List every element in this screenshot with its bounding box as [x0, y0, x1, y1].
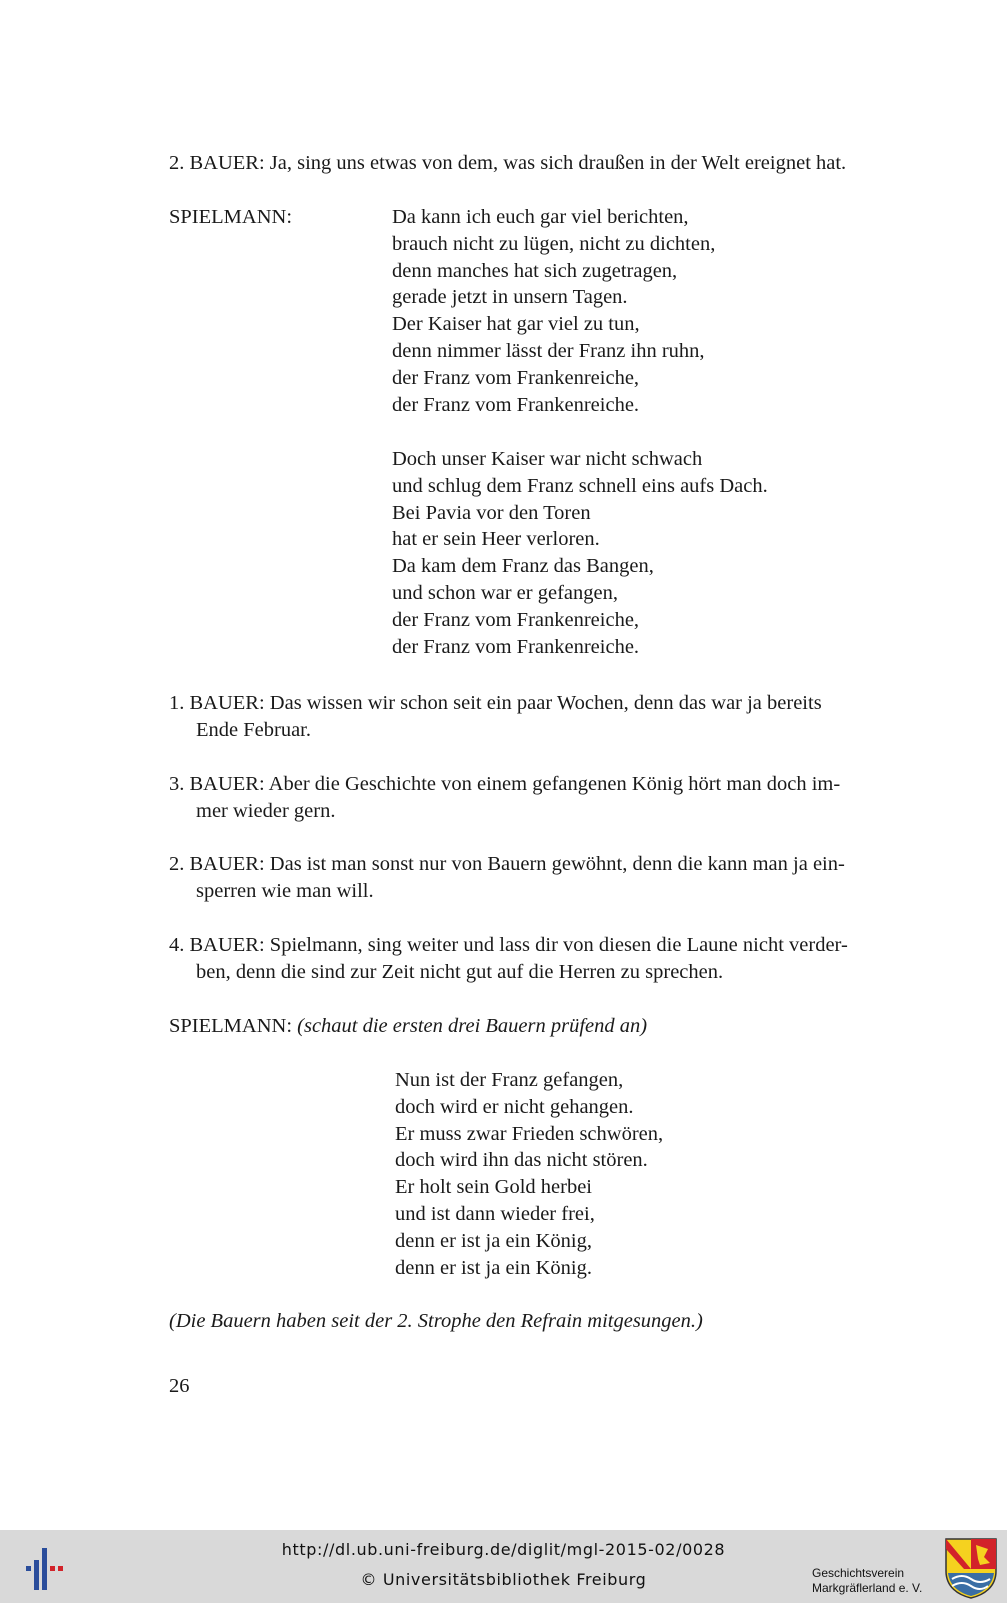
closing-stage-direction: (Die Bauern haben seit der 2. Strophe den Refrain mitgesungen.): [169, 1310, 703, 1332]
dialogue-4-bauer: 4. BAUER: Spielmann, sing weiter und lass dir von diesen die Laune nicht verder- ben, denn die sind zur Zeit nicht gut auf die Herren zu sprechen.: [169, 934, 848, 983]
footer-bar: [0, 1530, 1007, 1603]
verse-line: und schlug dem Franz schnell eins aufs Dach.: [392, 474, 768, 497]
verse-line: doch wird er nicht gehangen.: [395, 1095, 634, 1118]
verse-line: und schon war er gefangen,: [392, 581, 618, 604]
verse-line: der Franz vom Frankenreiche.: [392, 393, 640, 416]
verse-line: brauch nicht zu lügen, nicht zu dichten,: [392, 232, 716, 255]
verse-line: und ist dann wieder frei,: [395, 1202, 595, 1225]
stanza-1: [392, 204, 715, 418]
footer-org-name: Geschichtsverein Markgräflerland e. V.: [812, 1566, 923, 1595]
verse-line: der Franz vom Frankenreiche,: [392, 608, 640, 631]
verse-line: hat er sein Heer verloren.: [392, 528, 600, 551]
footer-copyright: © Universitätsbibliothek Freiburg: [360, 1570, 647, 1589]
speaker-spielmann: SPIELMANN:: [169, 206, 293, 228]
verse-line: Da kam dem Franz das Bangen,: [392, 555, 654, 578]
stage-direction: (schaut die ersten drei Bauern prüfend an): [297, 1015, 648, 1037]
stanza-3: [395, 1067, 663, 1281]
dialogue-1-bauer: 1. BAUER: Das wissen wir schon seit ein paar Wochen, denn das war ja bereits Ende Februar.: [169, 692, 822, 741]
verse-line: denn manches hat sich zugetragen,: [392, 259, 678, 282]
spielmann-direction-line: [169, 1013, 647, 1040]
verse-line: der Franz vom Frankenreiche.: [392, 635, 640, 658]
page-number: 26: [169, 1375, 190, 1397]
verse-line: denn er ist ja ein König,: [395, 1229, 592, 1252]
verse-line: Da kann ich euch gar viel berichten,: [392, 206, 689, 228]
verse-line: doch wird ihn das nicht stören.: [395, 1149, 648, 1172]
verse-line: denn nimmer lässt der Franz ihn ruhn,: [392, 339, 705, 362]
dialogue-line-2-bauer: 2. BAUER: Ja, sing uns etwas von dem, was sich draußen in der Welt ereignet hat.: [169, 152, 847, 174]
verse-line: Er holt sein Gold herbei: [395, 1176, 592, 1199]
verse-line: Doch unser Kaiser war nicht schwach: [392, 448, 703, 470]
speaker-spielmann: SPIELMANN:: [169, 1015, 293, 1037]
verse-line: Er muss zwar Frieden schwören,: [395, 1122, 664, 1145]
dialogue-3-bauer: 3. BAUER: Aber die Geschichte von einem gefangenen König hört man doch im- mer wieder gern.: [169, 773, 841, 822]
dialogue-2-bauer-second: 2. BAUER: Das ist man sonst nur von Bauern gewöhnt, denn die kann man ja ein- sperren wie man will.: [169, 853, 845, 902]
verse-line: der Franz vom Frankenreiche,: [392, 366, 640, 389]
coat-of-arms-icon: [944, 1537, 998, 1599]
verse-line: Bei Pavia vor den Toren: [392, 501, 591, 524]
verse-line: denn er ist ja ein König.: [395, 1256, 592, 1279]
stanza-2: [392, 446, 768, 660]
verse-line: Der Kaiser hat gar viel zu tun,: [392, 313, 640, 336]
footer-url-link[interactable]: http://dl.ub.uni-freiburg.de/diglit/mgl-2015-02/0028: [281, 1540, 726, 1559]
verse-line: Nun ist der Franz gefangen,: [395, 1069, 624, 1091]
verse-line: gerade jetzt in unsern Tagen.: [392, 286, 628, 309]
